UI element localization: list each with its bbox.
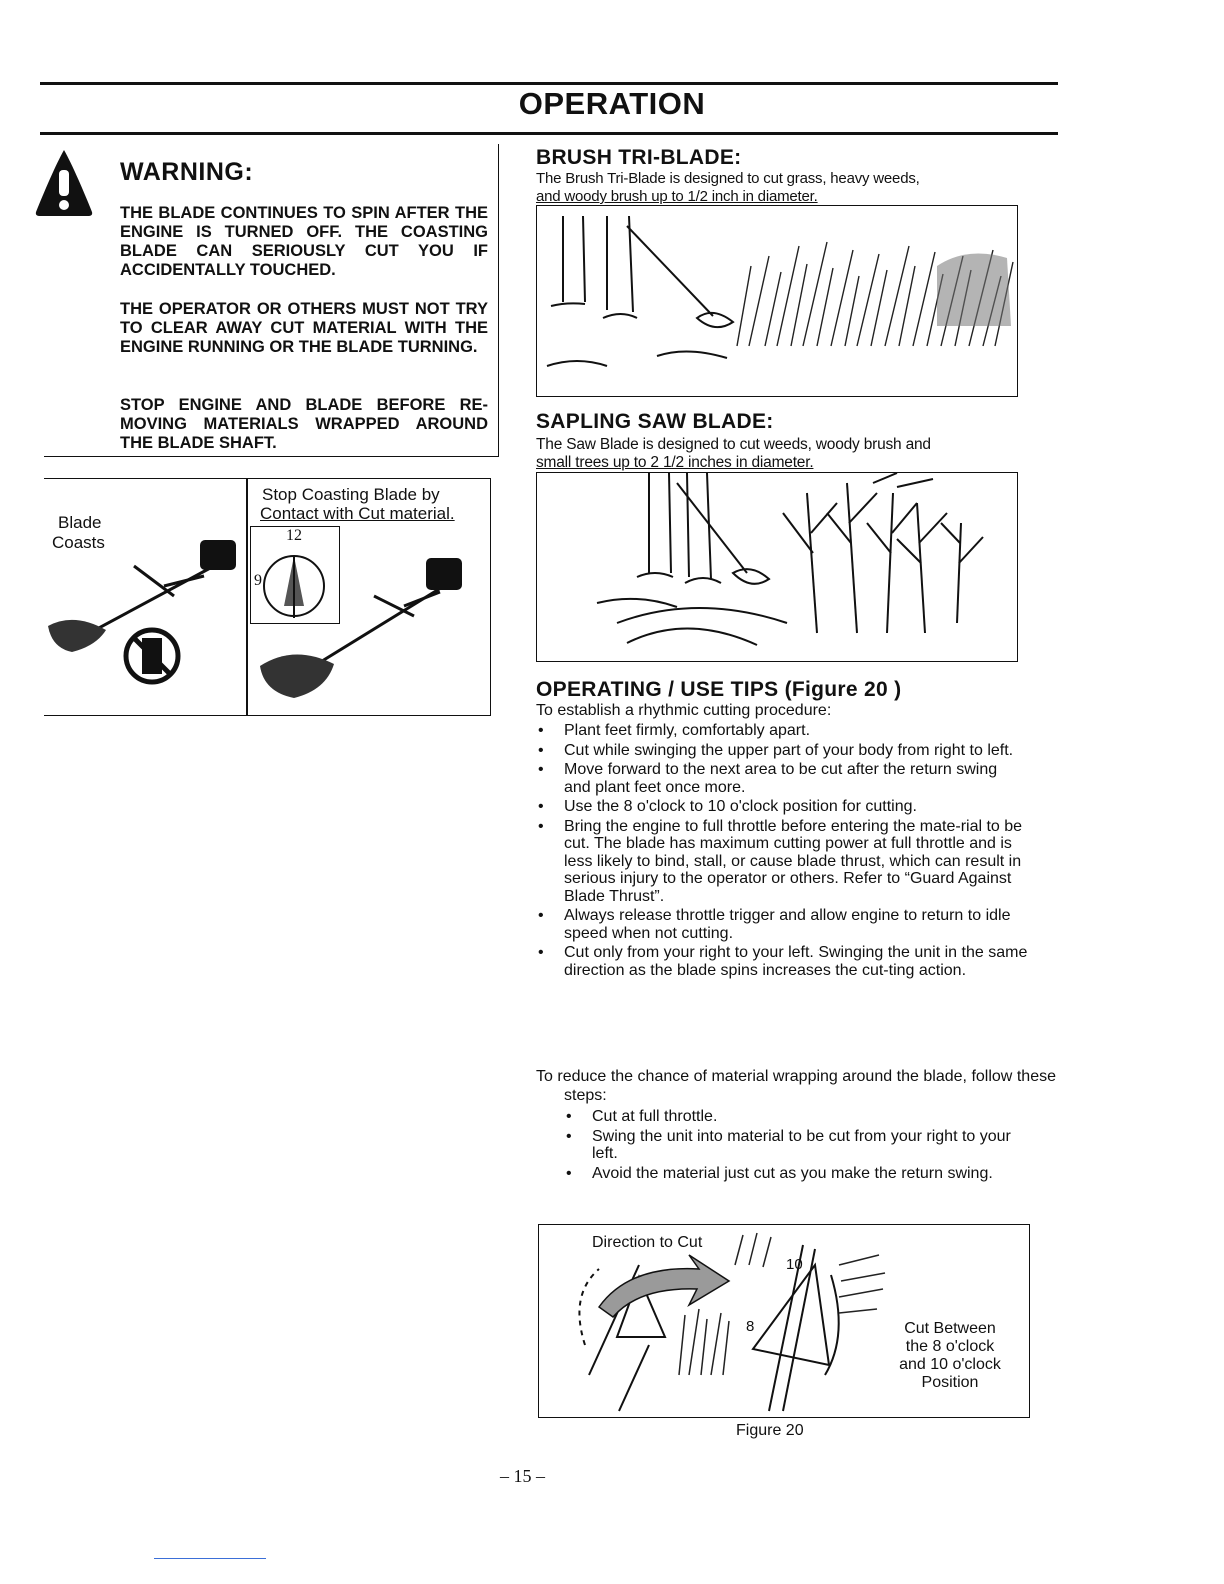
list-item: • Cut at full throttle. [564, 1108, 1028, 1126]
clock-8-label: 8 [746, 1318, 755, 1335]
warning-paragraph-3: STOP ENGINE AND BLADE BEFORE RE-MOVING MATERIALS WRAPPED AROUND THE BLADE SHAFT. [120, 396, 488, 452]
reduce-wrapping-list [564, 1108, 1028, 1184]
direction-to-cut-label: Direction to Cut [592, 1234, 703, 1251]
brush-tri-blade-heading: BRUSH TRI-BLADE: [536, 146, 742, 169]
list-item: • Bring the engine to full throttle before entering the mate-rial to be cut. The blade has maximum cutting power at full throttle and is less likely to bind, stall, or cause blade thrust, which can result in serious injury to the operator or others. Refer to “Guard Against Blade Thrust”. [536, 818, 1028, 906]
coast-figure-drawing [44, 526, 490, 716]
cut-between-label-4: Position [921, 1374, 979, 1391]
list-item: • Use the 8 o'clock to 10 o'clock position for cutting. [536, 798, 1028, 816]
reduce-wrapping-intro: To reduce the chance of material wrapping around the blade, follow these steps: [536, 1068, 1056, 1104]
blade-coasts-label-2: Coasts [52, 533, 105, 552]
brush-tri-blade-figure [536, 205, 1018, 397]
brush-tri-blade-line-2: and woody brush up to 1/2 inch in diameter. [536, 188, 818, 205]
blade-coasts-label-1: Blade [58, 513, 102, 532]
operating-tips-heading: OPERATING / USE TIPS (Figure 20 ) [536, 678, 902, 701]
page-number: – 15 – [500, 1466, 545, 1486]
sapling-saw-blade-line-1: The Saw Blade is designed to cut weeds, woody brush and [536, 436, 931, 453]
operating-tips-list [536, 722, 1028, 981]
clock-10-label: 10 [786, 1256, 803, 1273]
cut-between-label-2: the 8 o'clock [905, 1338, 995, 1355]
footer-link-line [154, 1558, 266, 1559]
list-item: • Always release throttle trigger and allow engine to return to idle speed when not cutting. [536, 907, 1028, 942]
cut-between-label-3: and 10 o'clock [899, 1356, 1001, 1373]
stop-coasting-caption-2: Contact with Cut material. [260, 504, 455, 523]
stop-coasting-caption-1: Stop Coasting Blade by [262, 485, 440, 504]
list-item: • Move forward to the next area to be cut after the return swing and plant feet once more. [536, 761, 1028, 796]
figure-20-caption: Figure 20 [736, 1422, 804, 1439]
header-top-rule [40, 82, 1058, 85]
clock-12-label: 12 [286, 527, 302, 544]
page-title: OPERATION [518, 86, 706, 121]
brush-tri-blade-line-1: The Brush Tri-Blade is designed to cut grass, heavy weeds, [536, 170, 920, 187]
list-item: • Cut while swinging the upper part of your body from right to left. [536, 742, 1028, 760]
clock-9-label: 9 [254, 572, 262, 589]
list-item: • Cut only from your right to your left. Swinging the unit in the same direction as the blade spins increases the cut-ting action. [536, 944, 1028, 979]
sapling-saw-blade-figure [536, 472, 1018, 662]
sapling-saw-blade-heading: SAPLING SAW BLADE: [536, 410, 774, 433]
header-bottom-rule [40, 132, 1058, 135]
warning-triangle-icon [32, 146, 96, 220]
list-item: • Avoid the material just cut as you make the return swing. [564, 1165, 1028, 1183]
list-item: • Swing the unit into material to be cut from your right to your left. [564, 1128, 1028, 1163]
cut-between-label-1: Cut Between [904, 1320, 996, 1337]
warning-paragraph-2: THE OPERATOR OR OTHERS MUST NOT TRY TO CLEAR AWAY CUT MATERIAL WITH THE ENGINE RUNNING OR THE BLADE TURNING. [120, 300, 488, 356]
warning-paragraph-1: THE BLADE CONTINUES TO SPIN AFTER THE ENGINE IS TURNED OFF. THE COASTING BLADE CAN SERIOUSLY CUT YOU IF ACCIDENTALLY TOUCHED. [120, 204, 488, 279]
list-item: • Plant feet firmly, comfortably apart. [536, 722, 1028, 740]
operating-tips-intro: To establish a rhythmic cutting procedure: [536, 702, 832, 719]
warning-title: WARNING: [120, 158, 254, 186]
sapling-saw-blade-line-2: small trees up to 2 1/2 inches in diameter. [536, 454, 814, 471]
